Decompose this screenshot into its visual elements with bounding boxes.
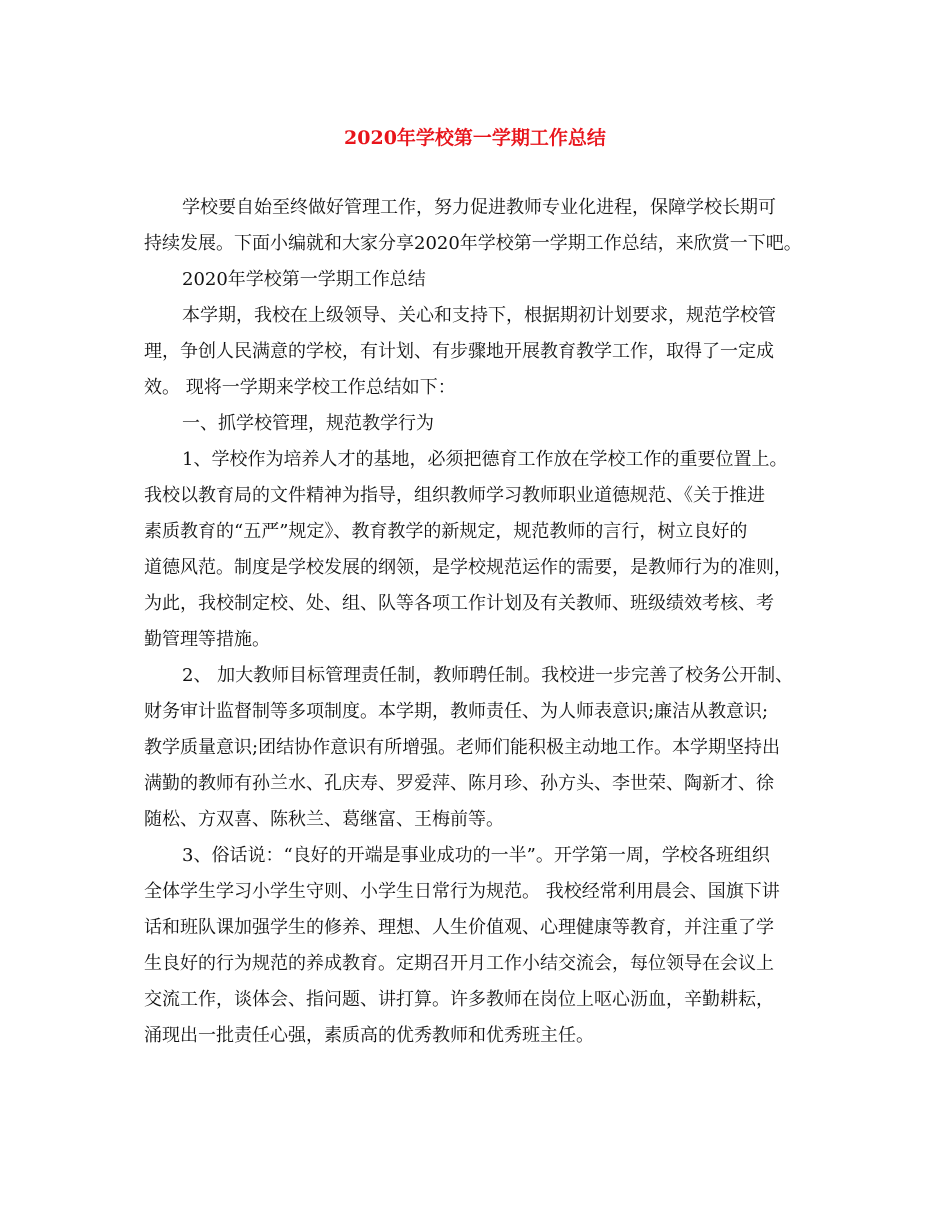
document-body: [144, 190, 816, 1054]
body-line: 话和班队课加强学生的修养、理想、人生价值观、心理健康等教育，并注重了学: [144, 917, 774, 938]
body-line: 2、 加大教师目标管理责任制，教师聘任制。我校进一步完善了校务公开制、: [182, 665, 794, 686]
body-line: 道德风范。制度是学校发展的纲领，是学校规范运作的需要，是教师行为的准则，: [144, 557, 792, 578]
body-line: 3、俗话说：“良好的开端是事业成功的一半”。开学第一周，学校各班组织: [182, 845, 770, 866]
body-line: 满勤的教师有孙兰水、孔庆寿、罗爱萍、陈月珍、孙方头、李世荣、陶新才、徐: [144, 773, 774, 794]
body-line: 全体学生学习小学生守则、小学生日常行为规范。 我校经常利用晨会、国旗下讲: [144, 881, 780, 902]
body-line: 素质教育的“五严”规定》、教育教学的新规定，规范教师的言行，树立良好的: [144, 521, 748, 542]
body-line: 为此，我校制定校、处、组、队等各项工作计划及有关教师、班级绩效考核、考: [144, 593, 774, 614]
body-line: 效。 现将一学期来学校工作总结如下：: [144, 377, 456, 398]
body-line: 本学期，我校在上级领导、关心和支持下，根据期初计划要求，规范学校管: [182, 305, 776, 326]
body-line: 财务审计监督制等多项制度。本学期，教师责任、为人师表意识;廉洁从教意识;: [144, 701, 769, 722]
body-line: 2020年学校第一学期工作总结: [182, 269, 426, 290]
body-line: 一、抓学校管理，规范教学行为: [182, 413, 434, 434]
body-line: 随松、方双喜、陈秋兰、葛继富、王梅前等。: [144, 809, 504, 830]
body-line: 我校以教育局的文件精神为指导，组织教师学习教师职业道德规范、《关于推进: [144, 485, 765, 506]
body-line: 勤管理等措施。: [144, 629, 270, 650]
document-title: 2020年学校第一学期工作总结: [344, 127, 606, 149]
body-line: 持续发展。下面小编就和大家分享2020年学校第一学期工作总结，来欣赏一下吧。: [144, 233, 802, 254]
body-line: 涌现出一批责任心强，素质高的优秀教师和优秀班主任。: [144, 1025, 594, 1046]
body-line: 教学质量意识;团结协作意识有所增强。老师们能积极主动地工作。本学期坚持出: [144, 737, 781, 758]
body-line: 交流工作，谈体会、指问题、讲打算。许多教师在岗位上呕心沥血，辛勤耕耘，: [144, 989, 774, 1010]
body-line: 生良好的行为规范的养成教育。定期召开月工作小结交流会，每位领导在会议上: [144, 953, 774, 974]
body-line: 理，争创人民满意的学校，有计划、有步骤地开展教育教学工作，取得了一定成: [144, 341, 774, 362]
body-line: 学校要自始至终做好管理工作，努力促进教师专业化进程，保障学校长期可: [182, 197, 776, 218]
body-line: 1、学校作为培养人才的基地，必须把德育工作放在学校工作的重要位置上。: [182, 449, 788, 470]
